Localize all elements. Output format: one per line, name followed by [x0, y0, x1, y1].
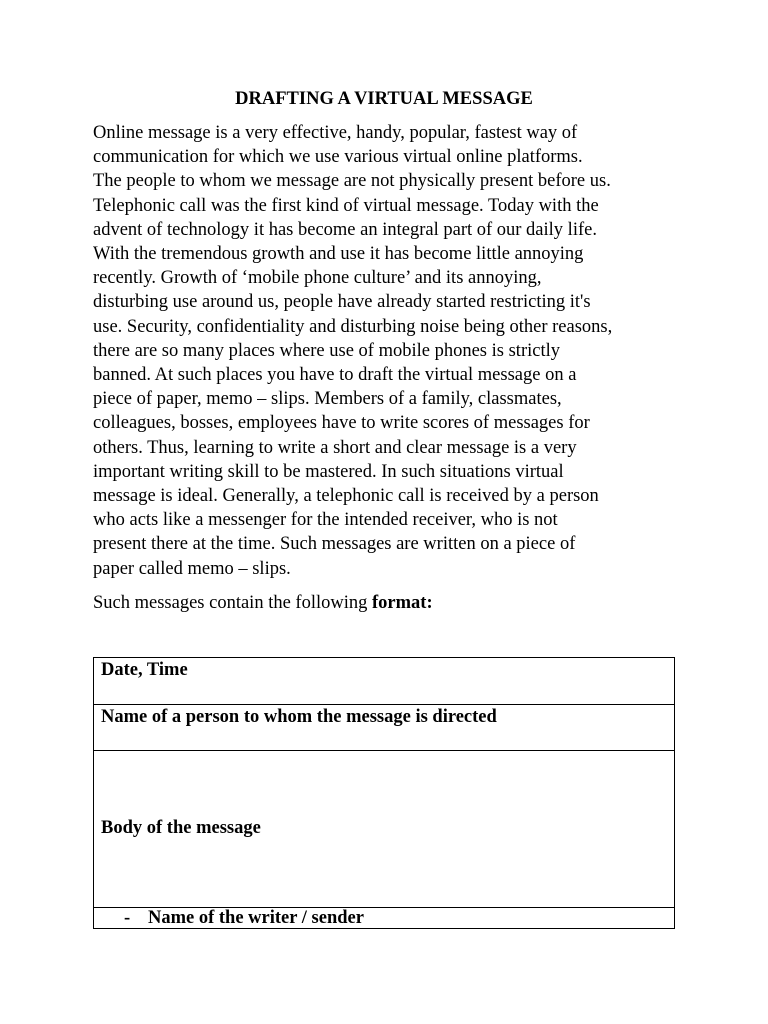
body-line: who acts like a messenger for the intended receiver, who is not	[93, 510, 558, 531]
body-line: message is ideal. Generally, a telephonic call is received by a person	[93, 486, 599, 507]
body-line: recently. Growth of ‘mobile phone culture’ and its annoying,	[93, 268, 542, 289]
body-line: piece of paper, memo – slips. Members of a family, classmates,	[93, 389, 562, 410]
format-row-date-time	[94, 658, 674, 704]
body-line: others. Thus, learning to write a short and clear message is a very	[93, 437, 577, 458]
body-line: use. Security, confidentiality and disturbing noise being other reasons,	[93, 316, 613, 337]
body-line: communication for which we use various virtual online platforms.	[93, 147, 583, 168]
body-line: colleagues, bosses, employees have to write scores of messages for	[93, 413, 590, 434]
format-intro-bold: format:	[372, 593, 433, 613]
body-line: Online message is a very effective, handy, popular, fastest way of	[93, 123, 578, 143]
format-intro-text: Such messages contain the following	[93, 593, 368, 613]
document-title: DRAFTING A VIRTUAL MESSAGE	[235, 89, 533, 109]
body-line: present there at the time. Such messages are written on a piece of	[93, 534, 576, 555]
format-row-body	[94, 750, 674, 907]
recipient-label: Name of a person to whom the message is directed	[101, 707, 497, 727]
date-time-label: Date, Time	[101, 660, 188, 680]
body-line: With the tremendous growth and use it has become little annoying	[93, 244, 584, 265]
format-intro	[93, 591, 433, 615]
format-table	[93, 657, 675, 929]
body-line: important writing skill to be mastered. In such situations virtual	[93, 461, 564, 482]
bullet-dash: -	[124, 908, 131, 928]
body-line: Telephonic call was the first kind of virtual message. Today with the	[93, 195, 599, 216]
body-line: paper called memo – slips.	[93, 558, 291, 579]
body-line: banned. At such places you have to draft the virtual message on a	[93, 365, 577, 386]
body-line: advent of technology it has become an integral part of our daily life.	[93, 219, 597, 240]
body-line: there are so many places where use of mobile phones is strictly	[93, 340, 560, 361]
writer-label: Name of the writer / sender	[148, 908, 364, 928]
body-paragraph	[93, 121, 693, 581]
body-line: disturbing use around us, people have already started restricting it's	[93, 292, 591, 313]
format-row-writer	[94, 907, 674, 928]
body-line: The people to whom we message are not physically present before us.	[93, 171, 611, 192]
format-row-recipient	[94, 704, 674, 750]
body-label: Body of the message	[101, 818, 261, 838]
